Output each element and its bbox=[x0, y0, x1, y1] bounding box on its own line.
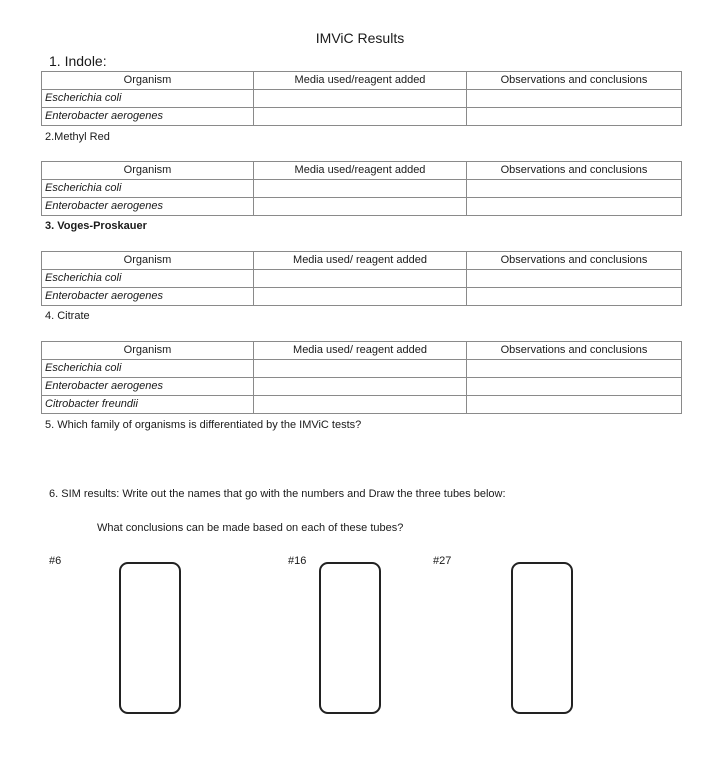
indole-table bbox=[41, 71, 682, 126]
question-5: 5. Which family of organisms is differentiated by the IMViC tests? bbox=[45, 419, 362, 431]
header-observations: Observations and conclusions bbox=[467, 162, 682, 180]
header-organism: Organism bbox=[42, 252, 254, 270]
header-media: Media used/ reagent added bbox=[254, 252, 467, 270]
media-cell[interactable] bbox=[254, 108, 467, 126]
observation-cell[interactable] bbox=[467, 378, 682, 396]
observation-cell[interactable] bbox=[467, 108, 682, 126]
tube-label-27: #27 bbox=[433, 555, 452, 567]
header-organism: Organism bbox=[42, 342, 254, 360]
organism-cell: Escherichia coli bbox=[42, 270, 254, 288]
media-cell[interactable] bbox=[254, 360, 467, 378]
observation-cell[interactable] bbox=[467, 90, 682, 108]
section-methyl-red-heading: 2.Methyl Red bbox=[45, 131, 110, 143]
tube-label-16: #16 bbox=[288, 555, 307, 567]
table-row bbox=[42, 360, 682, 378]
observation-cell[interactable] bbox=[467, 198, 682, 216]
table-row bbox=[42, 180, 682, 198]
organism-cell: Citrobacter freundii bbox=[42, 396, 254, 414]
observation-cell[interactable] bbox=[467, 396, 682, 414]
table-row bbox=[42, 270, 682, 288]
observation-cell[interactable] bbox=[467, 180, 682, 198]
organism-cell: Enterobacter aerogenes bbox=[42, 108, 254, 126]
question-6-subtext: What conclusions can be made based on each of these tubes? bbox=[97, 522, 404, 534]
organism-cell: Enterobacter aerogenes bbox=[42, 198, 254, 216]
observation-cell[interactable] bbox=[467, 270, 682, 288]
citrate-table bbox=[41, 341, 682, 414]
organism-cell: Escherichia coli bbox=[42, 360, 254, 378]
media-cell[interactable] bbox=[254, 90, 467, 108]
header-observations: Observations and conclusions bbox=[467, 72, 682, 90]
voges-table bbox=[41, 251, 682, 306]
header-media: Media used/reagent added bbox=[254, 72, 467, 90]
observation-cell[interactable] bbox=[467, 360, 682, 378]
media-cell[interactable] bbox=[254, 180, 467, 198]
methyl-red-table bbox=[41, 161, 682, 216]
table-header-row bbox=[42, 342, 682, 360]
table-row bbox=[42, 108, 682, 126]
table-header-row bbox=[42, 162, 682, 180]
table-header-row bbox=[42, 72, 682, 90]
organism-cell: Enterobacter aerogenes bbox=[42, 378, 254, 396]
table-row bbox=[42, 378, 682, 396]
table-row bbox=[42, 288, 682, 306]
tube-drawing-box[interactable] bbox=[119, 562, 181, 714]
header-media: Media used/ reagent added bbox=[254, 342, 467, 360]
header-organism: Organism bbox=[42, 72, 254, 90]
table-row bbox=[42, 198, 682, 216]
table-header-row bbox=[42, 252, 682, 270]
media-cell[interactable] bbox=[254, 288, 467, 306]
media-cell[interactable] bbox=[254, 396, 467, 414]
organism-cell: Escherichia coli bbox=[42, 180, 254, 198]
section-voges-heading: 3. Voges-Proskauer bbox=[45, 220, 147, 232]
page-title: IMViC Results bbox=[315, 30, 405, 46]
header-media: Media used/reagent added bbox=[254, 162, 467, 180]
organism-cell: Escherichia coli bbox=[42, 90, 254, 108]
header-organism: Organism bbox=[42, 162, 254, 180]
header-observations: Observations and conclusions bbox=[467, 252, 682, 270]
question-6: 6. SIM results: Write out the names that go with the numbers and Draw the three tubes below: bbox=[49, 488, 506, 500]
section-indole-heading: 1. Indole: bbox=[49, 53, 107, 69]
tube-drawing-box[interactable] bbox=[511, 562, 573, 714]
media-cell[interactable] bbox=[254, 270, 467, 288]
tube-drawing-box[interactable] bbox=[319, 562, 381, 714]
section-citrate-heading: 4. Citrate bbox=[45, 310, 90, 322]
header-observations: Observations and conclusions bbox=[467, 342, 682, 360]
tube-label-6: #6 bbox=[49, 555, 62, 567]
organism-cell: Enterobacter aerogenes bbox=[42, 288, 254, 306]
observation-cell[interactable] bbox=[467, 288, 682, 306]
table-row bbox=[42, 396, 682, 414]
table-row bbox=[42, 90, 682, 108]
media-cell[interactable] bbox=[254, 198, 467, 216]
media-cell[interactable] bbox=[254, 378, 467, 396]
